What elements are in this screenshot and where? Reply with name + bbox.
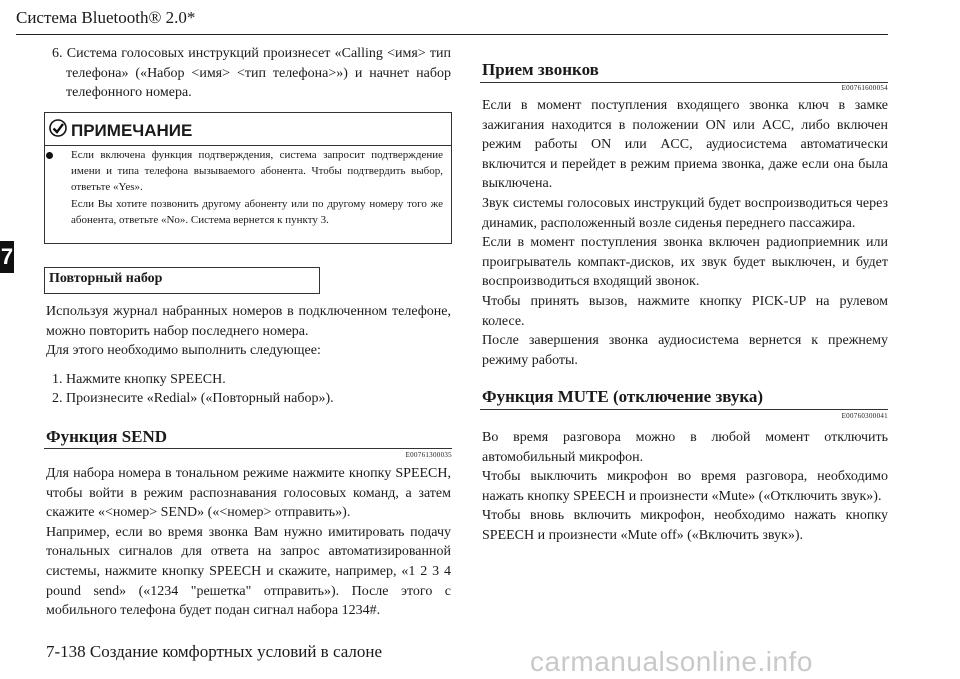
- bullet-icon: [46, 152, 53, 159]
- receive-paragraph-4: Чтобы принять вызов, нажмите кнопку PICK-UP на рулевом колесе.: [482, 293, 888, 329]
- note-divider: [45, 145, 451, 146]
- mute-code: E00760300041: [841, 412, 888, 420]
- send-text: [46, 464, 451, 621]
- receive-paragraph-3: Если в момент поступления звонка включен радиоприемник или проигрыватель компакт-дисков, их звук будет выключен, и будет воспроизводиться входящий звонок.: [482, 235, 888, 290]
- redial-intro-text: Используя журнал набранных номеров в подключенном телефоне, можно повторить набор последнего номера.: [46, 304, 451, 339]
- send-paragraph-1: Для набора номера в тональном режиме нажмите кнопку SPEECH, чтобы войти в режим распознавания голосовых команд, а затем скажите «<номер> SEND» («<номер> отправить»).: [46, 466, 451, 521]
- page-footer: 7-138 Создание комфортных условий в салоне: [46, 642, 383, 661]
- send-code: E00761300035: [405, 451, 452, 459]
- receive-divider: [480, 82, 888, 83]
- send-paragraph-2: Например, если во время звонка Вам нужно имитировать подачу тональных сигналов для ответа на запрос автоматизированной системы, нажмите кнопку SPEECH и скажите, например, «1 2 3 4 pound send» («1234 "решетка" отправить»). После этого с мобильного телефона будет подан сигнал набора 1234#.: [46, 524, 451, 619]
- receive-paragraph-2: Звук системы голосовых инструкций будет воспроизводиться через динамик, расположенный возле сиденья переднего пассажира.: [482, 195, 888, 231]
- note-title: ПРИМЕЧАНИЕ: [71, 120, 193, 140]
- mute-text: [482, 428, 888, 546]
- header-divider: [16, 34, 888, 35]
- send-divider: [44, 448, 452, 449]
- send-heading: Функция SEND: [46, 427, 168, 446]
- redial-intro-text-2: Для этого необходимо выполнить следующее:: [46, 343, 321, 359]
- mute-paragraph-1: Во время разговора можно в любой момент отключить автомобильный микрофон.: [482, 430, 888, 465]
- checkmark-icon: [49, 119, 67, 142]
- note-header: [49, 119, 192, 142]
- redial-title: Повторный набор: [44, 267, 320, 294]
- mute-heading: Функция MUTE (отключение звука): [482, 387, 764, 406]
- note-paragraph-2: Если Вы хотите позвонить другому абоненту или по другому номеру того же абонента, ответьте «No». Система вернется к пункту 3.: [71, 197, 443, 226]
- redial-step-1: 1. Нажмите кнопку SPEECH.: [52, 372, 226, 387]
- step-6: 6. Система голосовых инструкций произнесет «Calling <имя> тип телефона» («Набор <имя> <тип телефона>») и начнет набор телефонного номера.: [52, 46, 451, 101]
- mute-paragraph-3: Чтобы вновь включить микрофон, необходимо нажать кнопку SPEECH и произнести «Mute off» («Включить звук»).: [482, 508, 888, 543]
- chapter-tab: 7: [0, 241, 14, 273]
- receive-paragraph-5: После завершения звонка аудиосистема вернется к прежнему режиму работы.: [482, 333, 888, 368]
- redial-intro: [46, 302, 451, 361]
- watermark: carmanualsonline.info: [530, 646, 813, 677]
- note-box: [44, 112, 452, 244]
- receive-paragraph-1: Если в момент поступления входящего звонка ключ в замке зажигания находится в положении ON или ACC, либо включен режим работы ON или ACC, аудиосистема автоматически включится и перейдет в режим приема звонка, даже если она была выключена.: [482, 98, 888, 192]
- page-header-title: Система Bluetooth® 2.0*: [16, 8, 196, 27]
- receive-heading: Прием звонков: [482, 60, 599, 79]
- mute-divider: [480, 409, 888, 410]
- note-text: [59, 147, 443, 228]
- receive-text: [482, 96, 888, 370]
- receive-code: E00761600054: [841, 84, 888, 92]
- redial-step-2: 2. Произнесите «Redial» («Повторный набор»).: [52, 391, 334, 406]
- note-paragraph-1: Если включена функция подтверждения, система запросит подтверждение имени и типа телефона вызываемого абонента. Чтобы подтвердить выбор, ответьте «Yes».: [71, 149, 443, 194]
- mute-paragraph-2: Чтобы выключить микрофон во время разговора, необходимо нажать кнопку SPEECH и произнести «Mute» («Отключить звук»).: [482, 469, 888, 504]
